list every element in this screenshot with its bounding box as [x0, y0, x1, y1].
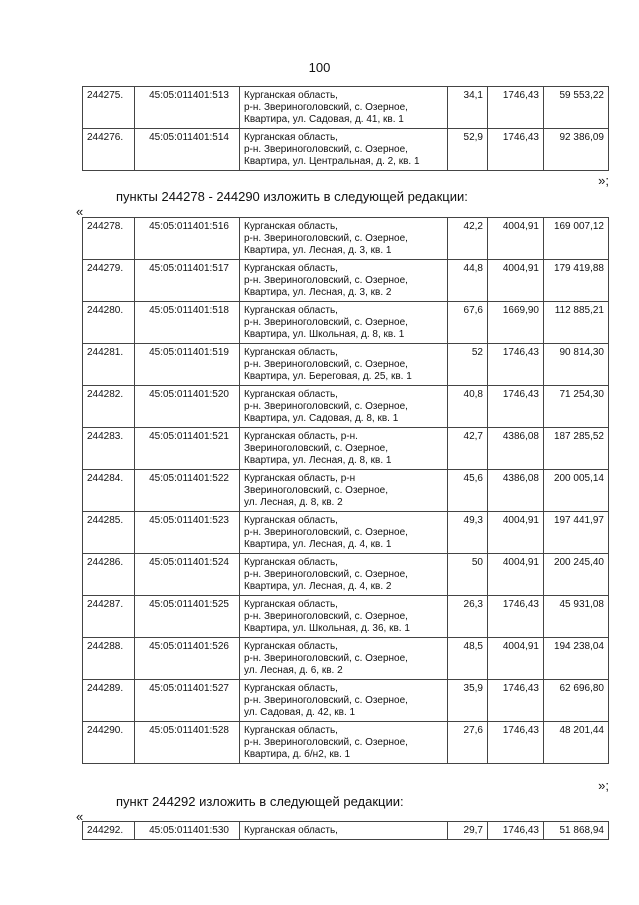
cadastral-cost: 92 386,09 [544, 129, 609, 171]
cadastral-number: 45:05:011401:524 [135, 554, 240, 596]
row-number: 244281. [83, 344, 135, 386]
table-row [83, 129, 609, 171]
row-number: 244290. [83, 722, 135, 764]
property-table-main [82, 217, 609, 764]
property-table-last [82, 821, 609, 840]
cadastral-cost: 51 868,94 [544, 822, 609, 840]
address: Курганская область, р-н. Звериноголовский, с. Озерное, Квартира, ул. Лесная, д. 8, кв. 1 [240, 428, 448, 470]
unit-value: 4004,91 [488, 260, 544, 302]
unit-value: 1746,43 [488, 87, 544, 129]
cadastral-number: 45:05:011401:513 [135, 87, 240, 129]
address: Курганская область, р-н. Звериноголовский, с. Озерное, Квартира, ул. Лесная, д. 4, кв. 2 [240, 554, 448, 596]
address: Курганская область, р-н. Звериноголовский, с. Озерное, Квартира, ул. Школьная, д. 8, кв. 1 [240, 302, 448, 344]
property-table-top [82, 86, 609, 171]
table-row [83, 512, 609, 554]
address: Курганская область, р-н. Звериноголовский, с. Озерное, Квартира, ул. Лесная, д. 4, кв. 1 [240, 512, 448, 554]
unit-value: 4386,08 [488, 470, 544, 512]
table-row [83, 596, 609, 638]
unit-value: 1746,43 [488, 822, 544, 840]
table-row [83, 822, 609, 840]
area-value: 29,7 [448, 822, 488, 840]
row-number: 244280. [83, 302, 135, 344]
amendment-instruction: пункт 244292 изложить в следующей редакции: [116, 794, 404, 809]
unit-value: 4004,91 [488, 218, 544, 260]
page-number: 100 [308, 60, 331, 75]
unit-value: 1746,43 [488, 596, 544, 638]
area-value: 49,3 [448, 512, 488, 554]
cadastral-cost: 90 814,30 [544, 344, 609, 386]
closing-quote: »; [598, 778, 609, 793]
unit-value: 4004,91 [488, 638, 544, 680]
area-value: 27,6 [448, 722, 488, 764]
address: Курганская область, р-н. Звериноголовский, с. Озерное, ул. Лесная, д. 6, кв. 2 [240, 638, 448, 680]
table-row [83, 638, 609, 680]
unit-value: 1746,43 [488, 344, 544, 386]
row-number: 244279. [83, 260, 135, 302]
cadastral-number: 45:05:011401:518 [135, 302, 240, 344]
cadastral-cost: 45 931,08 [544, 596, 609, 638]
cadastral-number: 45:05:011401:527 [135, 680, 240, 722]
address: Курганская область, р-н Звериноголовский, с. Озерное, ул. Лесная, д. 8, кв. 2 [240, 470, 448, 512]
row-number: 244283. [83, 428, 135, 470]
cadastral-number: 45:05:011401:522 [135, 470, 240, 512]
unit-value: 1746,43 [488, 386, 544, 428]
area-value: 42,7 [448, 428, 488, 470]
cadastral-number: 45:05:011401:517 [135, 260, 240, 302]
row-number: 244282. [83, 386, 135, 428]
unit-value: 1669,90 [488, 302, 544, 344]
unit-value: 1746,43 [488, 129, 544, 171]
cadastral-number: 45:05:011401:516 [135, 218, 240, 260]
cadastral-cost: 187 285,52 [544, 428, 609, 470]
table-row [83, 428, 609, 470]
row-number: 244276. [83, 129, 135, 171]
row-number: 244292. [83, 822, 135, 840]
table-row [83, 680, 609, 722]
cadastral-number: 45:05:011401:530 [135, 822, 240, 840]
row-number: 244287. [83, 596, 135, 638]
cadastral-number: 45:05:011401:514 [135, 129, 240, 171]
table-row [83, 470, 609, 512]
unit-value: 4004,91 [488, 512, 544, 554]
unit-value: 1746,43 [488, 722, 544, 764]
address: Курганская область, р-н. Звериноголовский, с. Озерное, Квартира, ул. Садовая, д. 41, кв. 1 [240, 87, 448, 129]
address: Курганская область, [240, 822, 448, 840]
row-number: 244285. [83, 512, 135, 554]
address: Курганская область, р-н. Звериноголовский, с. Озерное, Квартира, ул. Центральная, д. 2, кв. 1 [240, 129, 448, 171]
cadastral-cost: 200 245,40 [544, 554, 609, 596]
cadastral-cost: 71 254,30 [544, 386, 609, 428]
cadastral-cost: 48 201,44 [544, 722, 609, 764]
area-value: 26,3 [448, 596, 488, 638]
row-number: 244286. [83, 554, 135, 596]
cadastral-cost: 59 553,22 [544, 87, 609, 129]
cadastral-cost: 169 007,12 [544, 218, 609, 260]
unit-value: 4386,08 [488, 428, 544, 470]
unit-value: 1746,43 [488, 680, 544, 722]
cadastral-number: 45:05:011401:528 [135, 722, 240, 764]
area-value: 42,2 [448, 218, 488, 260]
address: Курганская область, р-н. Звериноголовский, с. Озерное, Квартира, ул. Лесная, д. 3, кв. 2 [240, 260, 448, 302]
area-value: 48,5 [448, 638, 488, 680]
row-number: 244288. [83, 638, 135, 680]
table-row [83, 87, 609, 129]
cadastral-number: 45:05:011401:523 [135, 512, 240, 554]
area-value: 44,8 [448, 260, 488, 302]
area-value: 50 [448, 554, 488, 596]
address: Курганская область, р-н. Звериноголовский, с. Озерное, Квартира, д. б/н2, кв. 1 [240, 722, 448, 764]
area-value: 35,9 [448, 680, 488, 722]
table-row [83, 344, 609, 386]
cadastral-cost: 194 238,04 [544, 638, 609, 680]
closing-quote: »; [598, 173, 609, 188]
row-number: 244275. [83, 87, 135, 129]
table-row [83, 554, 609, 596]
table-row [83, 386, 609, 428]
area-value: 52 [448, 344, 488, 386]
address: Курганская область, р-н. Звериноголовский, с. Озерное, Квартира, ул. Береговая, д. 25, кв. 1 [240, 344, 448, 386]
cadastral-cost: 200 005,14 [544, 470, 609, 512]
row-number: 244278. [83, 218, 135, 260]
cadastral-number: 45:05:011401:526 [135, 638, 240, 680]
table-row [83, 260, 609, 302]
table-row [83, 722, 609, 764]
area-value: 34,1 [448, 87, 488, 129]
cadastral-cost: 62 696,80 [544, 680, 609, 722]
amendment-instruction: пункты 244278 - 244290 изложить в следующей редакции: [116, 189, 468, 204]
table-row [83, 218, 609, 260]
address: Курганская область, р-н. Звериноголовский, с. Озерное, Квартира, ул. Садовая, д. 8, кв. 1 [240, 386, 448, 428]
area-value: 67,6 [448, 302, 488, 344]
unit-value: 4004,91 [488, 554, 544, 596]
cadastral-cost: 197 441,97 [544, 512, 609, 554]
cadastral-number: 45:05:011401:520 [135, 386, 240, 428]
address: Курганская область, р-н. Звериноголовский, с. Озерное, Квартира, ул. Лесная, д. 3, кв. 1 [240, 218, 448, 260]
cadastral-number: 45:05:011401:521 [135, 428, 240, 470]
cadastral-cost: 112 885,21 [544, 302, 609, 344]
address: Курганская область, р-н. Звериноголовский, с. Озерное, ул. Садовая, д. 42, кв. 1 [240, 680, 448, 722]
opening-quote: « [76, 204, 84, 219]
opening-quote: « [76, 809, 84, 824]
cadastral-cost: 179 419,88 [544, 260, 609, 302]
cadastral-number: 45:05:011401:525 [135, 596, 240, 638]
area-value: 40,8 [448, 386, 488, 428]
cadastral-number: 45:05:011401:519 [135, 344, 240, 386]
row-number: 244284. [83, 470, 135, 512]
address: Курганская область, р-н. Звериноголовский, с. Озерное, Квартира, ул. Школьная, д. 36, кв. 1 [240, 596, 448, 638]
area-value: 45,6 [448, 470, 488, 512]
row-number: 244289. [83, 680, 135, 722]
area-value: 52,9 [448, 129, 488, 171]
table-row [83, 302, 609, 344]
